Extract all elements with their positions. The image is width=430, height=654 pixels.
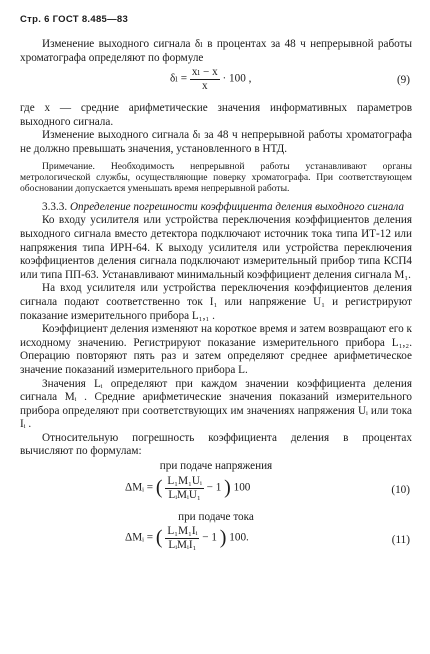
section-heading (20, 201, 412, 215)
formula-9-tail: · 100 , (222, 72, 252, 85)
formula-9 (20, 66, 412, 100)
caption-current: при подаче тока (178, 510, 254, 523)
formula-11-fraction (165, 525, 199, 552)
formula-10-paren-open: ( (155, 476, 163, 499)
formula-10-minus: − 1 (206, 481, 222, 494)
page-header: Стр. 6 ГОСТ 8.485—83 (20, 14, 129, 25)
formula-11-minus: − 1 (202, 531, 217, 544)
paragraph-limit: Изменение выходного сигнала δₗ за 48 ч непрерывной работы хроматографа не должно превышать значения, установленного в НТД. (20, 129, 412, 155)
formula-9-number: (9) (396, 74, 410, 87)
document-body (20, 38, 412, 561)
formula-11-tail: 100. (229, 531, 249, 544)
paragraph-output-change: Изменение выходного сигнала δₗ в процентах за 48 ч непрерывной работы хроматографа определяют по формуле (20, 38, 412, 64)
formula-11-numerator: L₁M₁Iᵢ (167, 525, 198, 538)
formula-10-lhs: ΔMᵢ = (125, 481, 154, 494)
paragraph-repeat: Коэффициент деления изменяют на короткое время и затем возвращают его к исходному значению. Регистрируют показание измерительного прибора L₁,₂. Операцию повторяют пять раз и затем определяют среднее арифметическое значение показаний измерительного прибора L. (20, 323, 412, 376)
formula-9-lhs: δₗ = (170, 72, 188, 85)
formula-11 (20, 525, 412, 559)
section-number: 3.3.3. (42, 200, 68, 213)
note: Примечание. Необходимость непрерывной работы устанавливают органы метрологической службы, осуществляющие поверку хроматографа. При соответствующем обосновании допускается уменьшать время непрерывной работы. (20, 160, 412, 195)
formula-11-denominator: LᵢMᵢI₁ (168, 539, 197, 552)
paragraph-where: где x — средние арифметические значения информативных параметров выходного сигнала. (20, 102, 412, 128)
paragraph-setup: Ко входу усилителя или устройства переключения коэффициентов деления выходного сигнала вместо детектора подключают источник тока типа ИТ-12 или напряжения типа ИРН-64. К выходу усилителя или устройства переключения коэффициентов деления сигнала подключают измерительный прибор типа КСП4 или типа ПП-63. Устанавливают минимальный коэффициент деления сигнала M₁. (20, 214, 412, 281)
section-title: Определение погрешности коэффициента деления выходного сигнала (69, 200, 404, 213)
paragraph-values: Значения Lᵢ определяют при каждом значении коэффициента деления сигнала Mᵢ . Средние арифметические значения показаний измерительного прибора определяют при соответствующих им значениях напряжения Uᵢ или тока Iᵢ . (20, 377, 412, 431)
formula-11-paren-open: ( (155, 526, 163, 549)
formula-9-numerator: xₗ − x (191, 66, 218, 79)
formula-11-lhs: ΔMᵢ = (125, 531, 154, 544)
formula-10-paren-close: ) (224, 476, 231, 499)
paragraph-error: Относительную погрешность коэффициента деления в процентах вычисляют по формулам: (20, 431, 412, 458)
formula-9-fraction (190, 66, 220, 93)
formula-10-tail: 100 (233, 481, 251, 494)
formula-11-paren-close: ) (219, 526, 227, 549)
formula-10-number: (10) (391, 483, 410, 496)
formula-9-denominator: x (202, 80, 208, 93)
formula-10-numerator: L₁M₁Uᵢ (167, 474, 202, 487)
paragraph-input: На вход усилителя или устройства переключения коэффициентов деления сигнала подают соответственно ток I₁ или напряжение U₁ и регистрируют показание измерительного прибора L₁,₁ . (20, 282, 412, 322)
formula-10-denominator: LᵢMᵢU₁ (168, 488, 201, 501)
caption-voltage: при подаче напряжения (159, 460, 273, 473)
formula-11-number: (11) (391, 534, 410, 547)
formula-10-fraction (165, 475, 204, 502)
formula-10 (20, 475, 412, 509)
